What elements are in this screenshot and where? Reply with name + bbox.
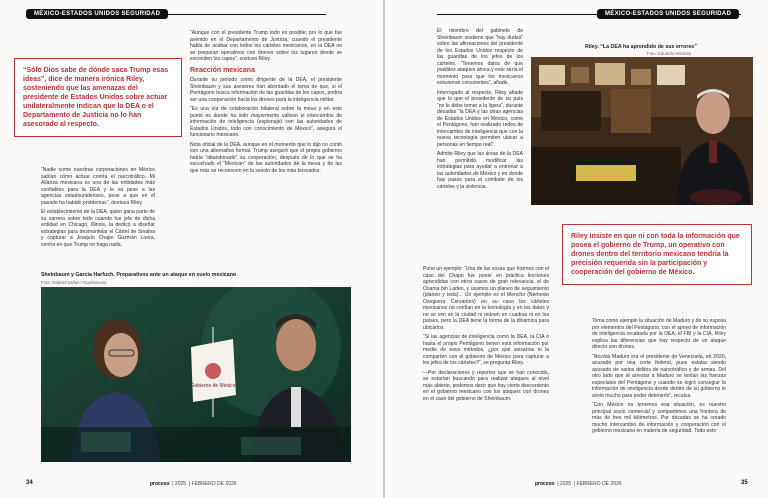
page-number: 35 xyxy=(741,480,748,486)
paragraph: El establecimiento de la DEA, quien gana parte de su carrera sobre todo cuando fue jefe de dicha entidad en Chicago, Illinois, la dedicó a diseñar estrategias para desmantelar el Cártel de Sinaloa y capturar a Joaquín Chapo Guzmán Loera, contra en que Trump no haga nada. xyxy=(41,209,155,248)
paragraph: Nota oficial de la DEA, aunque en el momento que lo dijo no contó con una alternativa formal. Trump aseguró que el propio gobierno había “abandonado” su cooperación, después de lo que se ha escuchado el “Mexican” de las autoridades de la mesa y de las que más se reconocen en la sesión de los más buscados. xyxy=(190,141,342,174)
paragraph: “Es una vía de colaboración bilateral sobre la mesa y en este punto es donde ha sido mayormente valioso el intercambio de información de inteligencia (espionaje) con las autoridades de Estados Unidos, todo con conocimiento de México”, asegura el funcionario mexicano. xyxy=(190,106,342,138)
paragraph: Admite Riley que las áreas de la DEA han permitido modificar las estrategias para ayudar a entrenar a las autoridades de México y en donde hay pasos para el combate de los cárteles y la violencia. xyxy=(437,151,523,190)
magazine-name: proceso xyxy=(150,481,170,487)
paragraph: “Nadie como nuestras corporaciones en México sabían cómo actuar contra el narcotráfico. Mi Alianza mexicana es una de las entidades más confiables para la DEA y le va pese a las agencias estadounidenses, pese a que en el pasado ha habido problemas”, destaca Riley. xyxy=(41,167,155,206)
subhead: Reacción mexicana xyxy=(190,66,255,74)
right-column-2 xyxy=(592,318,726,438)
riley-photo xyxy=(531,57,753,205)
paragraph: “Si las agencias de inteligencia como la DEA, la CIA o hasta el propio Pentágono tienen esta información por medio de esos métodos, ¿por qué avisarías ni la comparten con el gobierno de México para capturar a los jefes de los cárteles?”, se pregunta Riley. xyxy=(423,334,549,366)
right-column-1 xyxy=(437,28,523,193)
page-footer: proceso | 2025 | FEBRERO DE 2026 xyxy=(535,481,622,487)
pull-quote: Riley insiste en que ni con toda la información que posea el gobierno de Trump, un operativo con drones dentro del territorio mexicano tendría la precisión requerida sin la participación y cooperación del gobierno de México. xyxy=(562,224,752,285)
photo-caption-title: Sheinbaum y García Harfuch. Preparativos ante un ataque en suelo mexicano xyxy=(41,272,237,278)
section-tag: MÉXICO-ESTADOS UNIDOS SEGURIDAD xyxy=(597,9,739,19)
left-column-1 xyxy=(41,167,155,251)
photo-caption-title: Riley. “La DEA ha aprendido de sus errores” xyxy=(585,44,697,50)
paragraph: Pone un ejemplo: “Una de las cosas que hicimos con el caso del Chapo fue poner en práctica lecciones aprendidas con otros casos de gran relevancia, el de Osama bin Laden, y usamos un planeo de seguimiento (planeo y toda)... Un ejemplo es el Mencho (Nemesio Oseguera Cervantes) en su caso los cárteles mexicanos no confían en la tecnología y en los datos y no se ven en la ciudad ni reúnen en cuadras ni en los países, pero la DEA tiene la forma de la dinámica para ubicarlos. xyxy=(423,266,549,331)
section-tag: MÉXICO-ESTADOS UNIDOS SEGURIDAD xyxy=(26,9,168,19)
issue-number: 2025 xyxy=(174,481,187,487)
flag-text: Gobierno de México xyxy=(190,383,236,389)
page-footer: proceso | 2025 | FEBRERO DE 2026 xyxy=(150,481,237,487)
paragraph: “Nicolás Maduro era el presidente de Venezuela, en 2020, acusado por una corte federal, pues estaba siendo acusado de varios delitos de narcotráfico y de armas. Del otro lado que al arrestar a Maduro se tenían las fuerzas especiales del Pentágono y cuando se logró conseguir la información de inteligencia desde dentro de su gobierno le sirvió mucho para poder detenerlo”, recalca. xyxy=(592,353,726,399)
pull-quote: “Sólo Dios sabe de dónde saca Trump esas ideas”, dice de manera irónica Riley, sosteniendo que las amenazas del presidente de Estados Unidos sobre actuar unilateralmente indican que la DEA o el Departamento de Justicia no lo han asesorado al respecto. xyxy=(14,58,182,137)
paragraph: Interrogado al respecto, Riley añade que lo que el presidente de su país “no le debe tomar a la ligera”, durante décadas “la DEA y las otras agencias de Estados Unidos en México, como el Pentágono, han realizado redes de intercambio de inteligencia que con la nueva tecnología permiten ubicar a personas en tiempo real”. xyxy=(437,89,523,148)
issue-date: FEBRERO DE 2026 xyxy=(576,481,622,487)
paragraph: Durante su periodo como dirigente de la DEA, el presidente Sheinbaum y sus asesores han abordado el tema de que, si el Pentágono busca información de las guaridas de los capos, podría ser una cooperación hacia los drones para la inteligencia militar. xyxy=(190,77,342,103)
page-number: 34 xyxy=(26,480,33,486)
photo-illustration xyxy=(531,57,753,205)
magazine-name: proceso xyxy=(535,481,555,487)
paragraph: —Por declaraciones y reportes que se han conocido, se estarían buscando para realizar ataques al nivel más abierto, podemos decir que hay cierto descontento en el gobierno mexicano con los ataques con drones en el caso del gobierno de Sheinbaum. xyxy=(423,369,549,402)
left-page xyxy=(0,0,383,498)
issue-number: 2025 xyxy=(559,481,572,487)
issue-date: FEBRERO DE 2026 xyxy=(191,481,237,487)
photo-caption-credit: Foto: Gabriel Cañas / Cuartoscuro xyxy=(41,280,107,285)
paragraph: El miembro del gabinete de Sheinbaum sostiene que “hay dudas” sobre las afirmaciones del presidente de los Estados Unidos respecto de las guaridas de los jefes de los cárteles. “Tenemos datos de que posibles ataques ahora y este sería el momento para que los mexicanos estuvieran conscientes”, añade. xyxy=(437,28,523,86)
paragraph: “Aunque con el presidente Trump todo es posible; por lo que fue avenido en el Departamento de Justicia, cuando el presidente habla de acabar con todos los cárteles mexicanos, en la DEA no se preparan operativos con drones sobre los lugares donde se esconden los capos”, sostuvo Riley. xyxy=(190,30,342,62)
paragraph: “Con México no tenemos esa situación, es nuestro principal socio comercial y compartimos una frontera de más de tres mil kilómetros. Por décadas se ha creado mucho intercambio de información y cooperación con el gobierno mexicano en materia de seguridad. Todo esto xyxy=(592,402,726,434)
sheinbaum-harfuch-photo xyxy=(41,287,351,462)
photo-caption-credit: Foto: Eduardo Miranda xyxy=(647,51,691,56)
paragraph: Toma como ejemplo la situación de Maduro y de su esposa por elementos del Pentágono, con el apoyo de información de inteligencia recabada por la DEA, el FBI y la CIA. Riley explica las diferencias que hay respecto de un ataque directo con drones. xyxy=(592,318,726,350)
photo-illustration xyxy=(41,287,351,462)
left-column-2 xyxy=(190,30,342,177)
right-column-1-lower xyxy=(423,266,549,405)
right-page xyxy=(385,0,768,498)
